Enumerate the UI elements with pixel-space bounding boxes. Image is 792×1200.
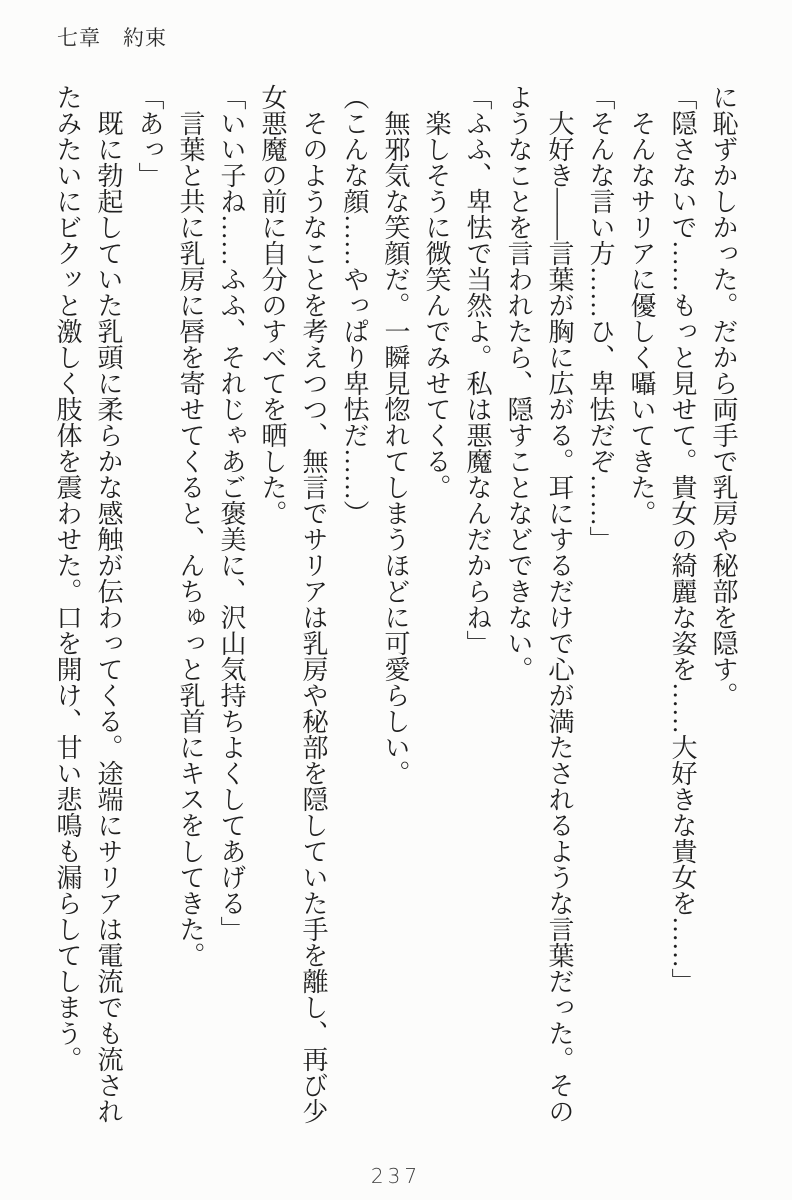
text-line: 楽しそうに微笑んでみせてくる。	[422, 110, 451, 500]
text-line: 既に勃起していた乳頭に柔らかな感触が伝わってくる。途端にサリアは電流でも流され	[94, 110, 123, 1124]
text-line: 「いい子ね……ふふ、それじゃあご褒美に、沢山気持ちよくしてあげる」	[217, 84, 246, 942]
text-line: 言葉と共に乳房に唇を寄せてくると、んちゅっと乳首にキスをしてきた。	[176, 110, 205, 968]
chapter-header: 七章 約束	[57, 26, 167, 50]
text-line: 女悪魔の前に自分のすべてを晒した。	[258, 84, 287, 526]
text-line: 大好き――言葉が胸に広がる。耳にするだけで心が満たされるような言葉だった。その	[545, 110, 574, 1124]
text-line: 「隠さないで……もっと見せて。貴女の綺麗な姿を……大好きな貴女を……」	[668, 84, 697, 994]
text-line: 「あっ」	[135, 84, 164, 188]
page-number: 237	[370, 1164, 422, 1188]
text-line: 無邪気な笑顔だ。一瞬見惚れてしまうほどに可愛らしい。	[381, 110, 410, 786]
text-line: そのようなことを考えつつ、無言でサリアは乳房や秘部を隠していた手を離し、再び少	[299, 110, 328, 1124]
text-line: 「ふふ、卑怯で当然よ。私は悪魔なんだからね」	[463, 84, 492, 656]
text-line: そんなサリアに優しく囁いてきた。	[627, 110, 656, 526]
text-line: （こんな顔……やっぱり卑怯だ……）	[340, 84, 369, 526]
text-line: たみたいにビクッと激しく肢体を震わせた。口を開け、甘い悲鳴も漏らしてしまう。	[53, 84, 82, 1072]
body-text	[47, 84, 744, 1129]
text-line: 「そんな言い方……ひ、卑怯だぞ……」	[586, 84, 615, 552]
text-line: ようなことを言われたら、隠すことなどできない。	[504, 84, 533, 682]
text-line: に恥ずかしかった。だから両手で乳房や秘部を隠す。	[709, 84, 738, 708]
